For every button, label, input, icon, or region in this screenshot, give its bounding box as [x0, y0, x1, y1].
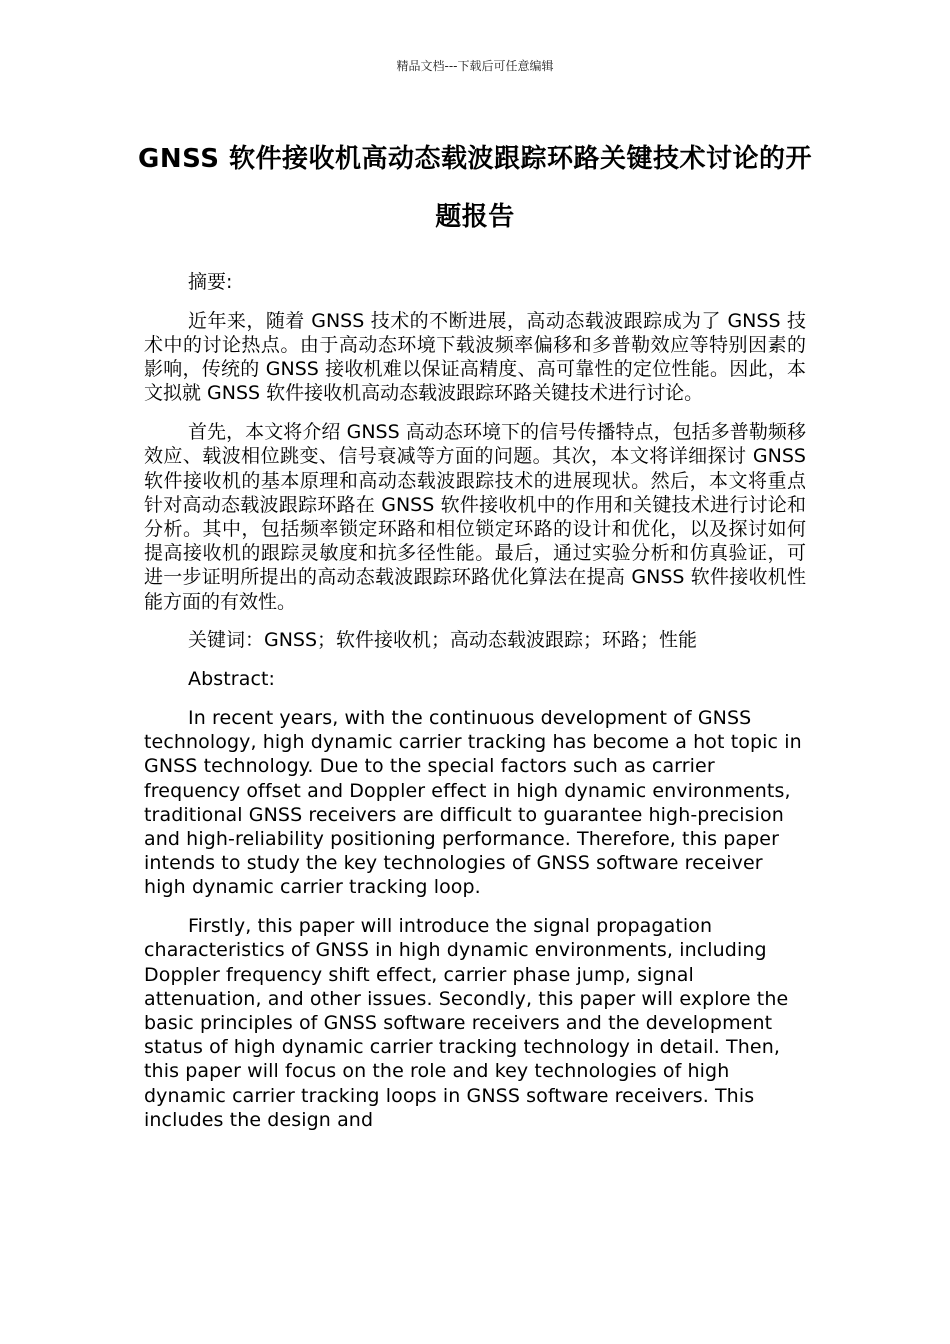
abstract-cn-label: 摘要:: [188, 271, 233, 293]
keywords-cn: 关键词：GNSS；软件接收机；高动态载波跟踪；环路；性能: [188, 629, 698, 652]
document-body: [144, 270, 806, 1147]
abstract-cn-paragraph-1: 近年来，随着 GNSS 技术的不断进展，高动态载波跟踪成为了 GNSS 技术中的讨论热点。由于高动态环境下载波频率偏移和多普勒效应等特别因素的影响，传统的 GNSS 接收机难以保证高精度、高可靠性的定位性能。因此，本文拟就 GNSS 软件接收机高动态载波跟踪环路关键技术进行讨论。: [144, 309, 806, 405]
document-title: GNSS 软件接收机高动态载波跟踪环路关键技术讨论的开题报告: [138, 144, 812, 232]
abstract-en-paragraph-1: In recent years, with the continuous development of GNSS technology, high dynamic carrier tracking has become a hot topic in GNSS technology. Due to the special factors such as carrier frequency offset and Doppler effect in high dynamic environments, traditional GNSS receivers are difficult to guarantee high-precision and high-reliability positioning performance. Therefore, this paper intends to study the key technologies of GNSS software receiver high dynamic carrier tracking loop.: [144, 707, 802, 899]
abstract-cn-paragraph-2: 首先，本文将介绍 GNSS 高动态环境下的信号传播特点，包括多普勒频移效应、载波相位跳变、信号衰减等方面的问题。其次，本文将详细探讨 GNSS 软件接收机的基本原理和高动态载波跟踪技术的进展现状。然后，本文将重点针对高动态载波跟踪环路在 GNSS 软件接收机中的作用和关键技术进行讨论和分析。其中，包括频率锁定环路和相位锁定环路的设计和优化，以及探讨如何提高接收机的跟踪灵敏度和抗多径性能。最后，通过实验分析和仿真验证，可进一步证明所提出的高动态载波跟踪环路优化算法在提高 GNSS 软件接收机性能方面的有效性。: [144, 421, 806, 613]
header-note: 精品文档---下载后可任意编辑: [396, 59, 554, 73]
abstract-en-label: Abstract:: [188, 668, 276, 691]
abstract-en-paragraph-2: Firstly, this paper will introduce the signal propagation characteristics of GNSS in high dynamic environments, including Doppler frequency shift effect, carrier phase jump, signal attenuation, and other issues. Secondly, this paper will explore the basic principles of GNSS software receivers and the development status of high dynamic carrier tracking technology in detail. Then, this paper will focus on the role and key technologies of high dynamic carrier tracking loops in GNSS software receivers. This includes the design and: [144, 915, 789, 1131]
